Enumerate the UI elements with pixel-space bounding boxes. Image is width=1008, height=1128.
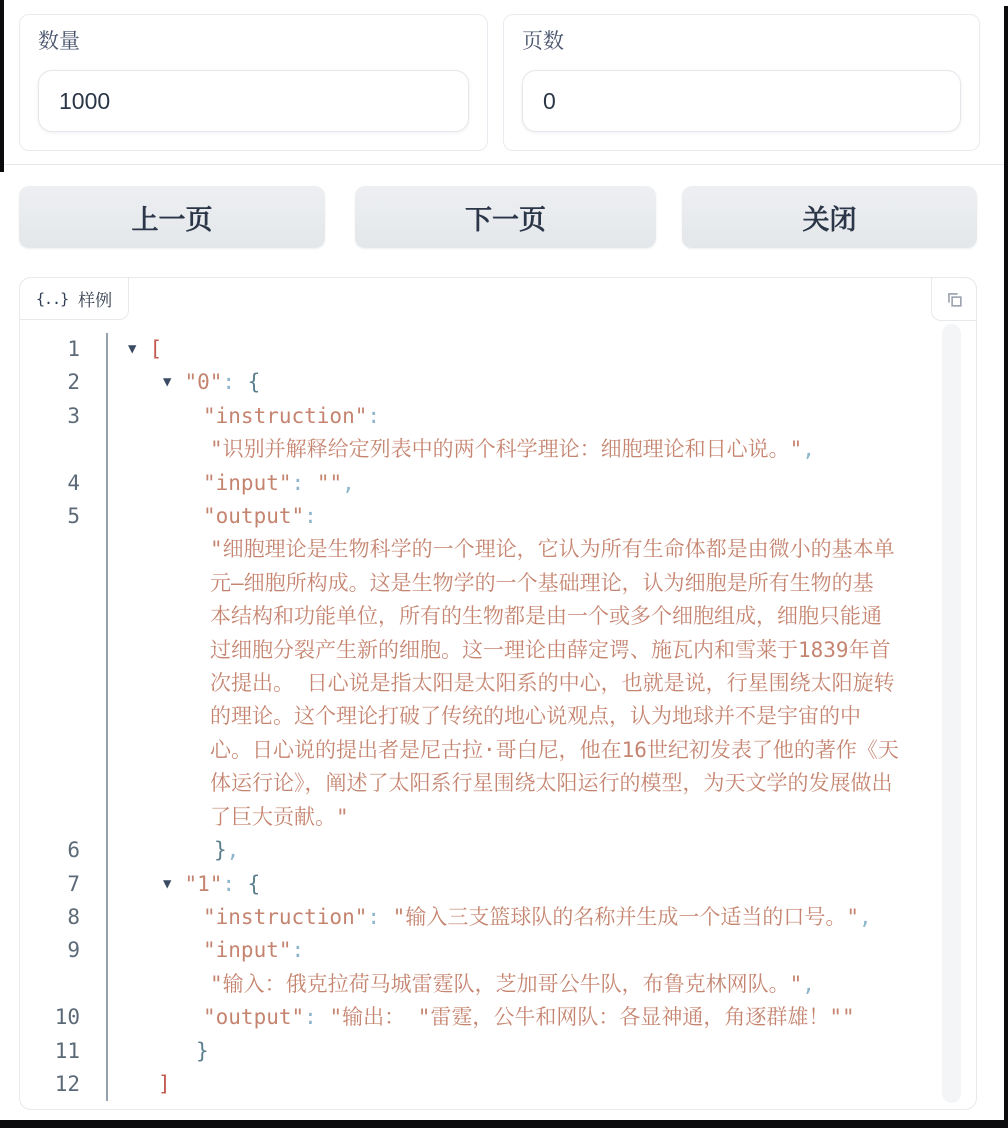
line-number bbox=[20, 968, 106, 1001]
line-number bbox=[20, 433, 106, 466]
code-content bbox=[106, 366, 936, 399]
line-number bbox=[20, 667, 106, 700]
code-token-key: "input" bbox=[203, 470, 292, 495]
code-line bbox=[20, 567, 936, 600]
code-token-obj: { bbox=[247, 871, 261, 896]
code-token-obj: } bbox=[196, 1038, 209, 1063]
code-line bbox=[20, 467, 936, 500]
code-content bbox=[106, 767, 936, 800]
line-number: 2 bbox=[67, 370, 80, 395]
code-token-str: 了巨大贡献。" bbox=[210, 804, 349, 829]
code-line bbox=[20, 400, 936, 433]
close-button[interactable]: 关闭 bbox=[682, 186, 977, 248]
line-number: 8 bbox=[67, 904, 80, 929]
json-braces-icon: {..} bbox=[36, 289, 69, 308]
window-border-bottom bbox=[0, 1120, 1008, 1128]
line-number: 5 bbox=[67, 504, 80, 529]
code-token-col: : bbox=[291, 470, 317, 495]
code-content bbox=[106, 467, 936, 500]
code-content bbox=[106, 801, 936, 834]
code-token-com: , bbox=[226, 838, 240, 863]
code-token-col: : bbox=[304, 1005, 330, 1030]
code-line bbox=[20, 1068, 936, 1101]
code-token-str: "输出： "雷霆，公牛和网队：各显神通，角逐群雄！"" bbox=[329, 1005, 855, 1030]
code-line bbox=[20, 801, 936, 834]
code-content bbox=[106, 500, 936, 533]
line-number bbox=[20, 634, 106, 667]
code-content bbox=[106, 400, 936, 433]
code-line bbox=[20, 366, 936, 399]
code-line bbox=[20, 433, 936, 466]
line-number: 4 bbox=[67, 470, 80, 495]
code-content bbox=[106, 433, 936, 466]
code-lines bbox=[20, 324, 936, 1101]
line-number bbox=[20, 801, 106, 834]
line-number: 10 bbox=[54, 1005, 80, 1030]
code-token-col: : bbox=[222, 871, 248, 896]
code-token-com: , bbox=[802, 437, 815, 462]
code-token-obj: { bbox=[247, 370, 261, 395]
code-content bbox=[106, 901, 936, 934]
code-content bbox=[106, 700, 936, 733]
previous-page-button[interactable]: 上一页 bbox=[19, 186, 325, 248]
window-border-left bbox=[0, 0, 4, 172]
code-token-str: "识别并解释给定列表中的两个科学理论：细胞理论和日心说。" bbox=[210, 437, 803, 462]
code-line bbox=[20, 834, 936, 867]
code-token-key: "1" bbox=[184, 871, 223, 896]
code-token-key: "input" bbox=[203, 938, 292, 963]
copy-icon bbox=[945, 290, 964, 309]
next-page-button[interactable]: 下一页 bbox=[355, 186, 656, 248]
json-viewer-panel bbox=[19, 277, 977, 1110]
line-number bbox=[20, 533, 106, 566]
code-line bbox=[20, 1035, 936, 1068]
code-token-col: : bbox=[367, 904, 393, 929]
code-token-key: "output" bbox=[203, 1005, 305, 1030]
code-token-key: "output" bbox=[203, 504, 305, 529]
pages-label: 页数 bbox=[522, 30, 564, 53]
code-token-key: "0" bbox=[184, 370, 223, 395]
line-number: 12 bbox=[54, 1071, 80, 1096]
code-line bbox=[20, 333, 936, 366]
quantity-label: 数量 bbox=[38, 30, 80, 53]
code-line bbox=[20, 700, 936, 733]
viewer-tab bbox=[19, 277, 129, 320]
code-content bbox=[106, 968, 936, 1001]
code-token-str: 心。日心说的提出者是尼古拉·哥白尼，他在16世纪初发表了他的著作《天 bbox=[210, 737, 899, 762]
viewer-tab-label: 样例 bbox=[78, 291, 113, 310]
code-token-str: "输入三支篮球队的名称并生成一个适当的口号。" bbox=[392, 904, 859, 929]
code-token-arr: ] bbox=[158, 1071, 171, 1096]
pages-field-card bbox=[503, 14, 980, 151]
line-number: 3 bbox=[67, 403, 80, 428]
code-token-str: 体运行论》，阐述了太阳系行星围绕太阳运行的模型，为天文学的发展做出 bbox=[210, 771, 893, 796]
code-token-com: , bbox=[858, 904, 872, 929]
code-content bbox=[106, 1068, 936, 1101]
code-token-str: 过细胞分裂产生新的细胞。这一理论由薛定谔、施瓦内和雪莱于1839年首 bbox=[210, 637, 891, 662]
line-number bbox=[20, 767, 106, 800]
code-line bbox=[20, 667, 936, 700]
code-token-str: 次提出。 日心说是指太阳是太阳系的中心，也就是说，行星围绕太阳旋转 bbox=[210, 671, 895, 696]
code-token-str: 的理论。这个理论打破了传统的地心说观点，认为地球并不是宇宙的中 bbox=[210, 704, 861, 729]
code-line bbox=[20, 968, 936, 1001]
copy-button[interactable] bbox=[931, 277, 977, 321]
code-line bbox=[20, 1001, 936, 1034]
code-line bbox=[20, 934, 936, 967]
code-content bbox=[106, 634, 936, 667]
code-content bbox=[106, 868, 936, 901]
code-token-key: "instruction" bbox=[203, 403, 368, 428]
code-line bbox=[20, 901, 936, 934]
code-token-str: 本结构和功能单位，所有的生物都是由一个或多个细胞组成，细胞只能通 bbox=[210, 604, 882, 629]
pages-input[interactable] bbox=[522, 70, 961, 132]
collapse-triangle-icon[interactable]: ▼ bbox=[163, 374, 172, 391]
quantity-field-card bbox=[19, 14, 488, 151]
code-content bbox=[106, 834, 936, 867]
code-content bbox=[106, 600, 936, 633]
form-section bbox=[0, 0, 1008, 165]
code-token-col: : bbox=[291, 938, 305, 963]
code-line bbox=[20, 500, 936, 533]
code-token-col: : bbox=[304, 504, 317, 529]
collapse-triangle-icon[interactable]: ▼ bbox=[128, 341, 137, 357]
line-number: 9 bbox=[67, 938, 80, 963]
code-token-com: , bbox=[802, 971, 815, 996]
line-number bbox=[20, 600, 106, 633]
code-content bbox=[106, 1001, 936, 1034]
quantity-input[interactable] bbox=[38, 70, 469, 132]
code-content bbox=[106, 934, 936, 967]
line-number bbox=[20, 567, 106, 600]
code-token-str: 元—细胞所构成。这是生物学的一个基础理论，认为细胞是所有生物的基 bbox=[210, 570, 874, 595]
collapse-triangle-icon[interactable]: ▼ bbox=[163, 875, 172, 892]
code-line bbox=[20, 634, 936, 667]
code-token-col: : bbox=[367, 403, 381, 428]
code-content bbox=[106, 734, 936, 767]
line-number: 7 bbox=[67, 871, 80, 896]
code-content bbox=[106, 1035, 936, 1068]
code-content bbox=[106, 533, 936, 566]
code-token-obj: } bbox=[214, 838, 227, 863]
code-token-str: "输入：俄克拉荷马城雷霆队，芝加哥公牛队，布鲁克林网队。" bbox=[210, 971, 803, 996]
code-line bbox=[20, 868, 936, 901]
line-number bbox=[20, 734, 106, 767]
line-number: 1 bbox=[67, 337, 80, 361]
code-token-str: "细胞理论是生物科学的一个理论，它认为所有生命体都是由微小的基本单 bbox=[210, 537, 895, 562]
code-content bbox=[106, 333, 936, 366]
code-content bbox=[106, 667, 936, 700]
code-token-arr: [ bbox=[149, 337, 163, 361]
code-token-col: : bbox=[222, 370, 248, 395]
line-number: 11 bbox=[54, 1038, 80, 1063]
scrollbar-track[interactable] bbox=[942, 324, 961, 1103]
code-line bbox=[20, 600, 936, 633]
code-line bbox=[20, 734, 936, 767]
code-line bbox=[20, 533, 936, 566]
code-content bbox=[106, 567, 936, 600]
code-token-com: , bbox=[342, 470, 355, 495]
window-border-right bbox=[1004, 6, 1008, 1128]
line-number bbox=[20, 700, 106, 733]
code-token-str: "" bbox=[316, 470, 343, 495]
line-number: 6 bbox=[67, 838, 80, 863]
code-token-key: "instruction" bbox=[203, 904, 368, 929]
code-line bbox=[20, 767, 936, 800]
